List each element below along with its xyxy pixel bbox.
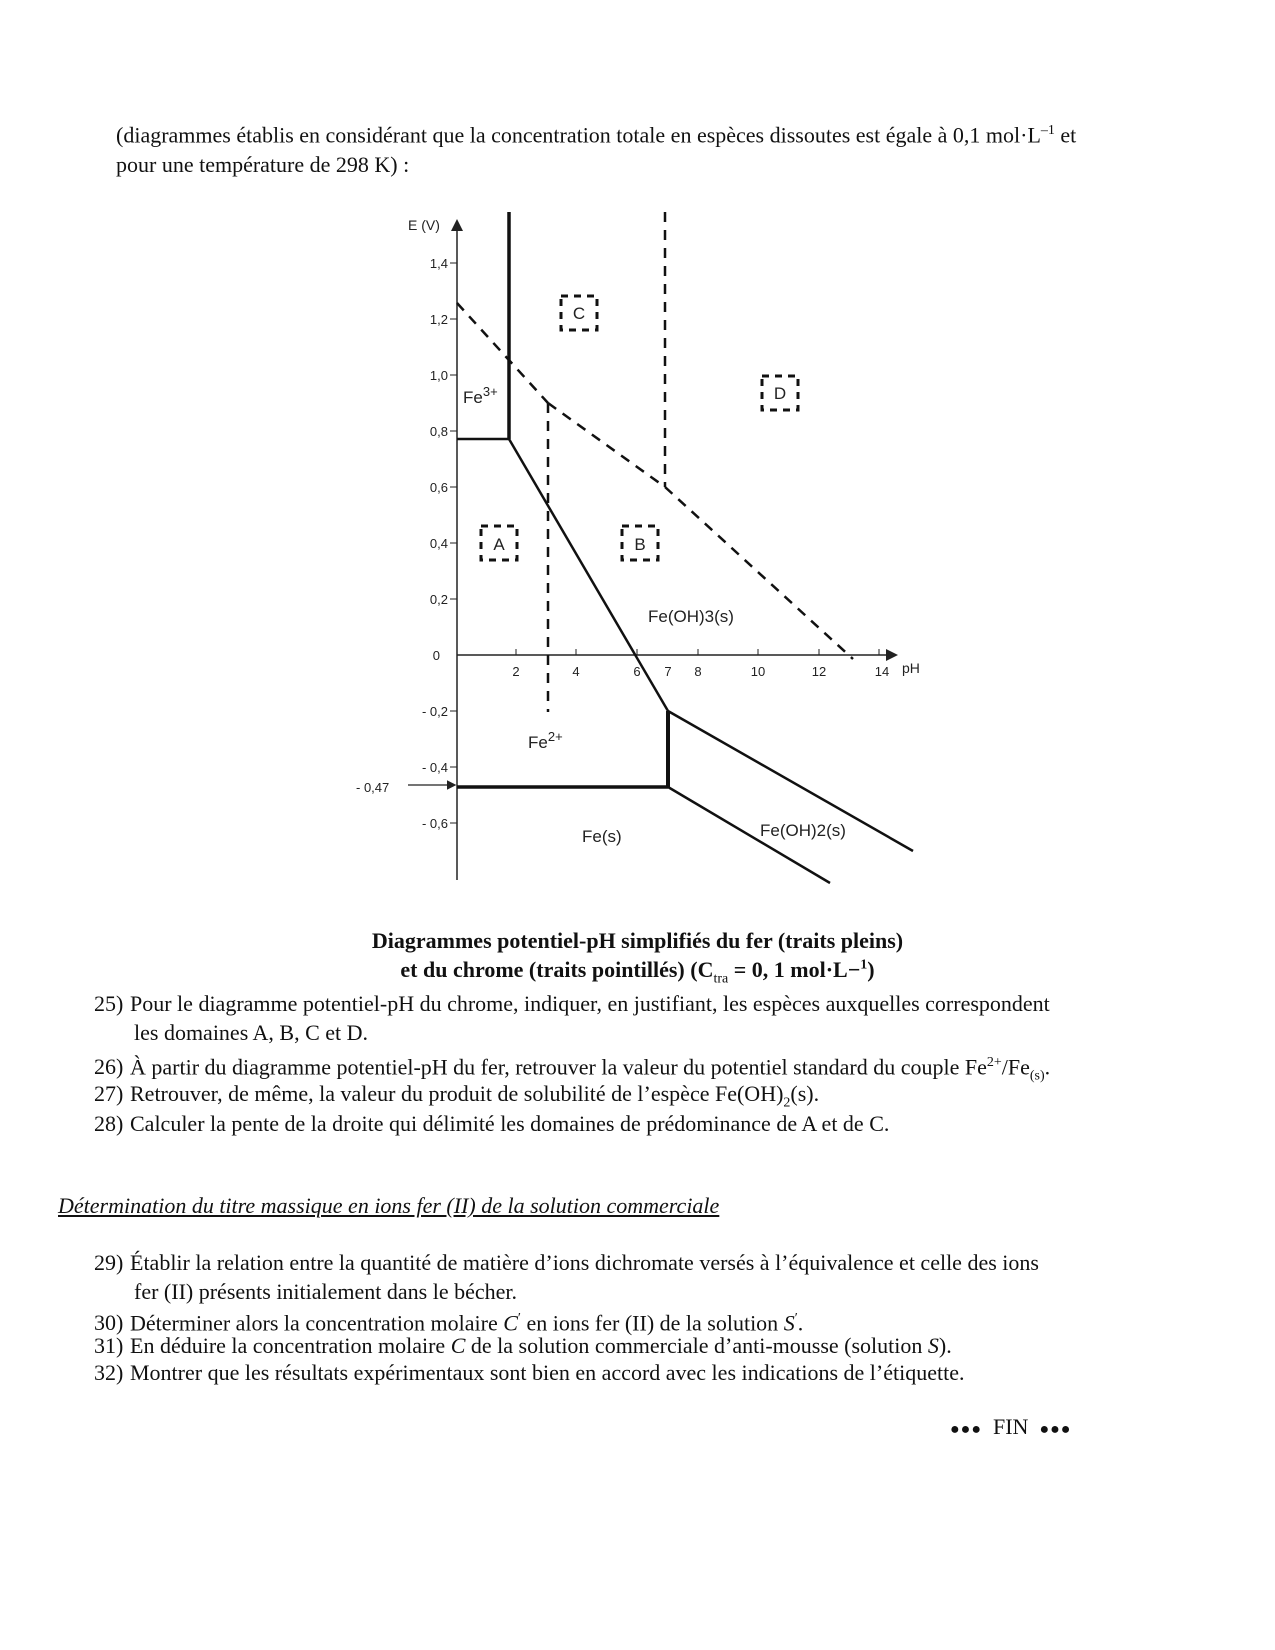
- intro-line1-end: et: [1054, 122, 1077, 148]
- e0-marker-label: - 0,47: [356, 780, 390, 795]
- question-25: 25) Pour le diagramme potentiel-pH du chrome, indiquer, en justifiant, les espèces auxquelles correspondent les domaines A, B, C et D.: [94, 991, 1050, 1045]
- y-tick-label: 1,2: [429, 312, 448, 327]
- x-tick-label: 6: [633, 664, 641, 679]
- y-tick-label: - 0,2: [421, 704, 448, 719]
- y-tick-label: - 0,6: [421, 816, 448, 831]
- caption-line1: Diagrammes potentiel-pH simplifiés du fer (traits pleins): [371, 928, 904, 953]
- end-dots-right: ●●●: [1039, 1421, 1072, 1438]
- y-tick-label: 0,8: [429, 424, 448, 439]
- x-tick-label: 14: [874, 664, 890, 679]
- x-tick-label: 8: [694, 664, 702, 679]
- x-tick-label: 12: [811, 664, 827, 679]
- y-tick-label: 0,2: [429, 592, 448, 607]
- species-label-fe3: $Fe^{3+}$: [463, 384, 498, 407]
- x-ticks: [512, 649, 889, 679]
- question-26: 26) À partir du diagramme potentiel-pH du fer, retrouver la valeur du potentiel standard du couple $Fe^{2+}/Fe_{(s)}$.: [94, 1054, 1051, 1084]
- x-tick-label: 10: [750, 664, 766, 679]
- y-axis-label: E (V): [408, 217, 440, 233]
- question-30: 30) Déterminer alors la concentration molaire C′ en ions fer (II) de la solution S′.: [94, 1310, 804, 1336]
- species-label-fe2: $Fe^{2+}$: [528, 729, 563, 752]
- caption-line2: et du chrome (traits pointillés) ($C_{tra} = 0$, 1 mol·L−$^1$): [400, 957, 875, 987]
- intro-line2: pour une température de 298 K) :: [116, 152, 410, 178]
- y-tick-label: 0: [432, 648, 440, 663]
- intro-exponent: –1: [1040, 123, 1055, 138]
- domain-boxes: [481, 296, 798, 560]
- species-label-fe: Fe(s): [582, 827, 622, 846]
- domain-label-c: C: [572, 304, 586, 323]
- x-tick-label: 4: [572, 664, 580, 679]
- y-ticks: [422, 256, 457, 831]
- chromium-oblique-3: [665, 487, 853, 659]
- intro-paragraph: [116, 116, 1226, 180]
- question-31: 31) En déduire la concentration molaire C de la solution commerciale d’anti-mousse (solution S).: [94, 1333, 952, 1358]
- end-dots-left: ●●●: [950, 1421, 982, 1438]
- end-label: FIN: [993, 1414, 1029, 1439]
- question-29: 29) Établir la relation entre la quantité de matière d’ions dichromate versés à l’équivalence et celle des ions fer (II) présents initialement dans le bécher.: [94, 1250, 1039, 1304]
- x-axis-label: pH: [902, 660, 920, 676]
- question-32: 32) Montrer que les résultats expérimentaux sont bien en accord avec les indications de l’étiquette.: [94, 1360, 965, 1385]
- iron-lines: [457, 212, 913, 883]
- y-tick-label: 1,0: [429, 368, 448, 383]
- potential-ph-diagram: [350, 210, 930, 890]
- end-marker: [950, 1414, 1071, 1440]
- x-tick-label: 7: [664, 664, 672, 679]
- chromium-lines: [457, 212, 853, 712]
- section-title: Détermination du titre massique en ions fer (II) de la solution commerciale: [58, 1193, 720, 1218]
- species-label-feoh2: Fe(OH)2(s): [760, 821, 846, 840]
- y-tick-label: 1,4: [429, 256, 448, 271]
- chromium-oblique-2: [548, 403, 665, 487]
- question-27: 27) Retrouver, de même, la valeur du produit de solubilité de l’espèce $Fe(OH)_2(s)$.: [94, 1081, 820, 1111]
- y-tick-label: - 0,4: [421, 760, 448, 775]
- feoh3-fe2-boundary: [509, 439, 668, 711]
- domain-label-a: A: [493, 535, 505, 554]
- question-28: 28) Calculer la pente de la droite qui délimité les domaines de prédominance de A et de C.: [94, 1111, 890, 1136]
- species-label-feoh3: Fe(OH)3(s): [648, 607, 734, 626]
- x-tick-label: 2: [512, 664, 520, 679]
- intro-line1: (diagrammes établis en considérant que la concentration totale en espèces dissoutes est égale à 0,1 mol·L: [116, 122, 1041, 148]
- y-tick-label: 0,6: [429, 480, 448, 495]
- domain-label-d: D: [773, 384, 787, 403]
- domain-label-b: B: [634, 535, 646, 554]
- y-tick-label: 0,4: [429, 536, 448, 551]
